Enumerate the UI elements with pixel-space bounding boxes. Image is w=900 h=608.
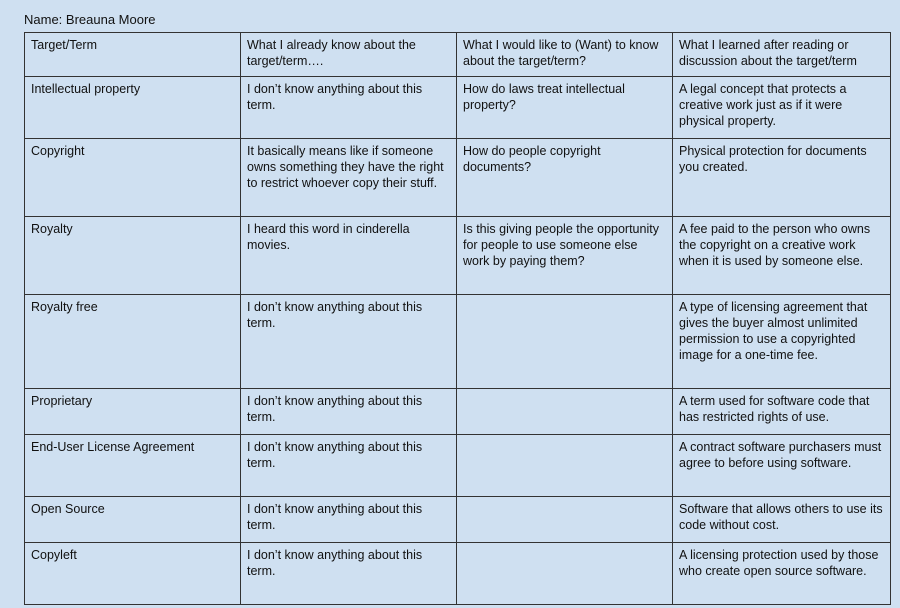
want-cell: [457, 543, 673, 605]
student-name: Name: Breauna Moore: [24, 12, 156, 27]
want-cell: [457, 389, 673, 435]
term-cell: Proprietary: [25, 389, 241, 435]
learned-cell: Physical protection for documents you created.: [673, 139, 891, 217]
column-header-learned: What I learned after reading or discussion about the target/term: [673, 33, 891, 77]
table-row: [25, 497, 891, 543]
know-cell: I heard this word in cinderella movies.: [241, 217, 457, 295]
term-cell: Open Source: [25, 497, 241, 543]
learned-cell: A contract software purchasers must agree to before using software.: [673, 435, 891, 497]
learned-cell: A term used for software code that has restricted rights of use.: [673, 389, 891, 435]
term-cell: Copyright: [25, 139, 241, 217]
learned-cell: A fee paid to the person who owns the copyright on a creative work when it is used by someone else.: [673, 217, 891, 295]
kwl-table: [24, 32, 891, 605]
term-cell: Copyleft: [25, 543, 241, 605]
want-cell: [457, 435, 673, 497]
table-row: [25, 295, 891, 389]
table-row: [25, 389, 891, 435]
know-cell: I don’t know anything about this term.: [241, 435, 457, 497]
column-header-want: What I would like to (Want) to know about the target/term?: [457, 33, 673, 77]
know-cell: It basically means like if someone owns something they have the right to restrict whoever copy their stuff.: [241, 139, 457, 217]
table-row: [25, 217, 891, 295]
table-header-row: [25, 33, 891, 77]
term-cell: Royalty free: [25, 295, 241, 389]
learned-cell: A legal concept that protects a creative work just as if it were physical property.: [673, 77, 891, 139]
term-cell: Royalty: [25, 217, 241, 295]
learned-cell: Software that allows others to use its code without cost.: [673, 497, 891, 543]
know-cell: I don’t know anything about this term.: [241, 295, 457, 389]
want-cell: Is this giving people the opportunity for people to use someone else work by paying them?: [457, 217, 673, 295]
term-cell: Intellectual property: [25, 77, 241, 139]
want-cell: [457, 497, 673, 543]
want-cell: How do people copyright documents?: [457, 139, 673, 217]
column-header-know: What I already know about the target/term….: [241, 33, 457, 77]
want-cell: [457, 295, 673, 389]
table-row: [25, 435, 891, 497]
want-cell: How do laws treat intellectual property?: [457, 77, 673, 139]
column-header-term: Target/Term: [25, 33, 241, 77]
table-row: [25, 543, 891, 605]
learned-cell: A type of licensing agreement that gives the buyer almost unlimited permission to use a copyrighted image for a one-time fee.: [673, 295, 891, 389]
table-row: [25, 77, 891, 139]
know-cell: I don’t know anything about this term.: [241, 543, 457, 605]
term-cell: End-User License Agreement: [25, 435, 241, 497]
know-cell: I don’t know anything about this term.: [241, 497, 457, 543]
learned-cell: A licensing protection used by those who create open source software.: [673, 543, 891, 605]
table-row: [25, 139, 891, 217]
know-cell: I don’t know anything about this term.: [241, 77, 457, 139]
know-cell: I don’t know anything about this term.: [241, 389, 457, 435]
